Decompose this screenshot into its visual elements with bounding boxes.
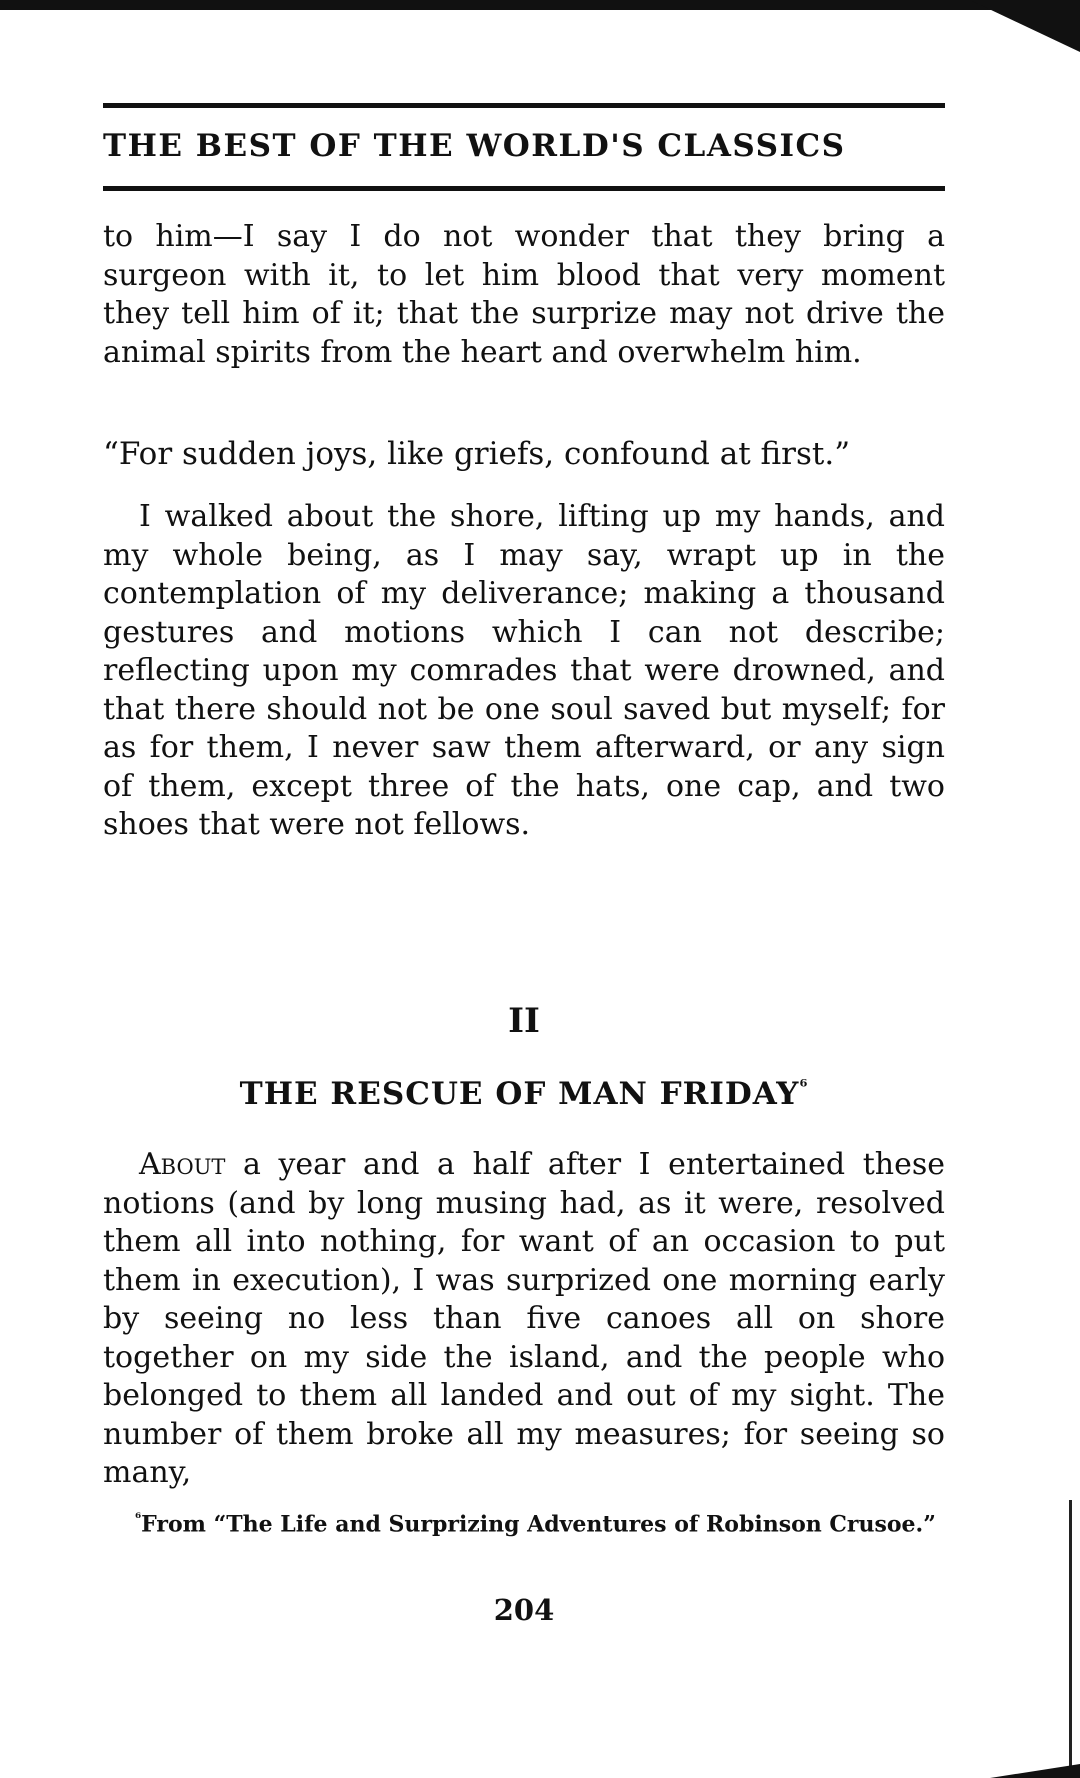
- page-right-edge: [1069, 1500, 1072, 1770]
- quotation-text: “For sudden joys, like griefs, confound at first.”: [103, 436, 851, 472]
- quotation: [103, 435, 945, 474]
- paragraph-about: [103, 1146, 945, 1493]
- page-bottom-corner: [990, 1764, 1080, 1778]
- header-rule-top: [103, 103, 945, 108]
- paragraph-lead-word: About: [139, 1147, 226, 1182]
- chapter-number: II: [508, 1001, 540, 1041]
- paragraph-continued-text: to him—I say I do not wonder that they bring a surgeon with it, to let him blood that very moment they tell him of it; that the surprize may not drive the animal spirits from the heart and overwhelm him.: [103, 219, 945, 370]
- header-rule-bottom: [103, 186, 945, 191]
- footnote-text: From “The Life and Surprizing Adventures of Robinson Crusoe.”: [141, 1511, 936, 1538]
- footnote-marker: ⁶: [135, 1511, 142, 1527]
- chapter-footnote-marker: ⁶: [799, 1076, 809, 1098]
- chapter-title: [103, 1076, 945, 1112]
- paragraph-continued: [103, 218, 945, 372]
- page-top-edge: [0, 0, 1080, 10]
- paragraph-walked: [103, 498, 945, 845]
- paragraph-about-text: [103, 1146, 945, 1493]
- footnote: [103, 1504, 945, 1540]
- chapter-title-text: THE RESCUE OF MAN FRIDAY: [239, 1076, 800, 1112]
- page-number: 204: [493, 1593, 555, 1627]
- page-corner-shadow: [970, 0, 1080, 52]
- running-head: THE BEST OF THE WORLD'S CLASSICS: [103, 128, 846, 164]
- paragraph-about-body: a year and a half after I entertained these notions (and by long musing had, as it were, resolved them all into nothing, for want of an occasion to put them in execution), I was surprized one morning early by seeing no less than five canoes all on shore together on my side the island, and the people who belonged to them all landed and out of my sight. The number of them broke all my measures; for seeing so many,: [103, 1147, 945, 1490]
- paragraph-walked-text: I walked about the shore, lifting up my hands, and my whole being, as I may say, wrapt up in the contemplation of my deliverance; making a thousand gestures and motions which I can not describe; reflecting upon my comrades that were drowned, and that there should not be one soul saved but myself; for as for them, I never saw them afterward, or any sign of them, except three of the hats, one cap, and two shoes that were not fellows.: [103, 499, 945, 842]
